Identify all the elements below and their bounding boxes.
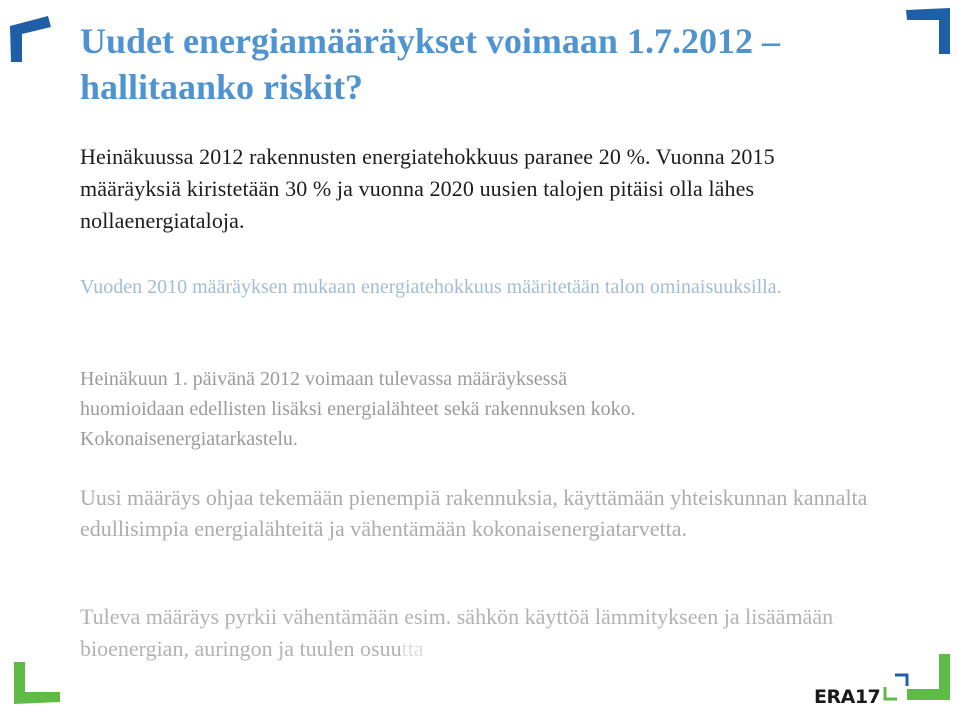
paragraph-new-regulation: Uusi määräys ohjaa tekemään pienempiä rakennuksia, käyttämään yhteiskunnan kannalta edullisimpia energialähteitä ja vähentämään kokonaisenergiatarvetta.	[80, 485, 868, 541]
paragraph-future-main: Tuleva määräys pyrkii vähentämään esim. sähkön käyttöä lämmitykseen ja lisäämään bioenergian, auringon ja tuulen osuu	[80, 604, 834, 661]
bottom-left-corner-bracket-icon	[12, 660, 64, 708]
paragraph-future-regulation	[80, 601, 880, 665]
era17-logo	[814, 673, 909, 708]
top-left-corner-bracket-icon	[6, 12, 52, 64]
paragraph-2010-regulation: Vuoden 2010 määräyksen mukaan energiatehokkuus määritetään talon ominaisuuksilla.	[80, 276, 782, 298]
bottom-right-corner-bracket-icon	[903, 652, 955, 704]
paragraph-july-line-3: Kokonaisenergiatarkastelu.	[80, 428, 298, 450]
paragraph-july-line-1: Heinäkuun 1. päivänä 2012 voimaan tulevassa määräyksessä	[80, 368, 568, 390]
paragraph-intro: Heinäkuussa 2012 rakennusten energiatehokkuus paranee 20 %. Vuonna 2015 määräyksiä kiristetään 30 % ja vuonna 2020 uusien talojen pitäisi olla lähes nollaenergiataloja.	[80, 144, 775, 233]
paragraph-july-regulation	[80, 364, 880, 454]
bracket-mark-icon	[883, 673, 909, 706]
title-line-2: hallitaanko riskit?	[80, 67, 364, 107]
title-line-1: Uudet energiamääräykset voimaan 1.7.2012 –	[80, 21, 780, 61]
paragraph-future-fade: tta	[401, 636, 424, 661]
top-right-corner-bracket-icon	[904, 4, 954, 56]
paragraph-july-line-2: huomioidaan edellisten lisäksi energialähteet sekä rakennuksen koko.	[80, 398, 636, 420]
slide-title	[80, 18, 900, 110]
era17-logo-text: ERA17	[814, 686, 881, 708]
